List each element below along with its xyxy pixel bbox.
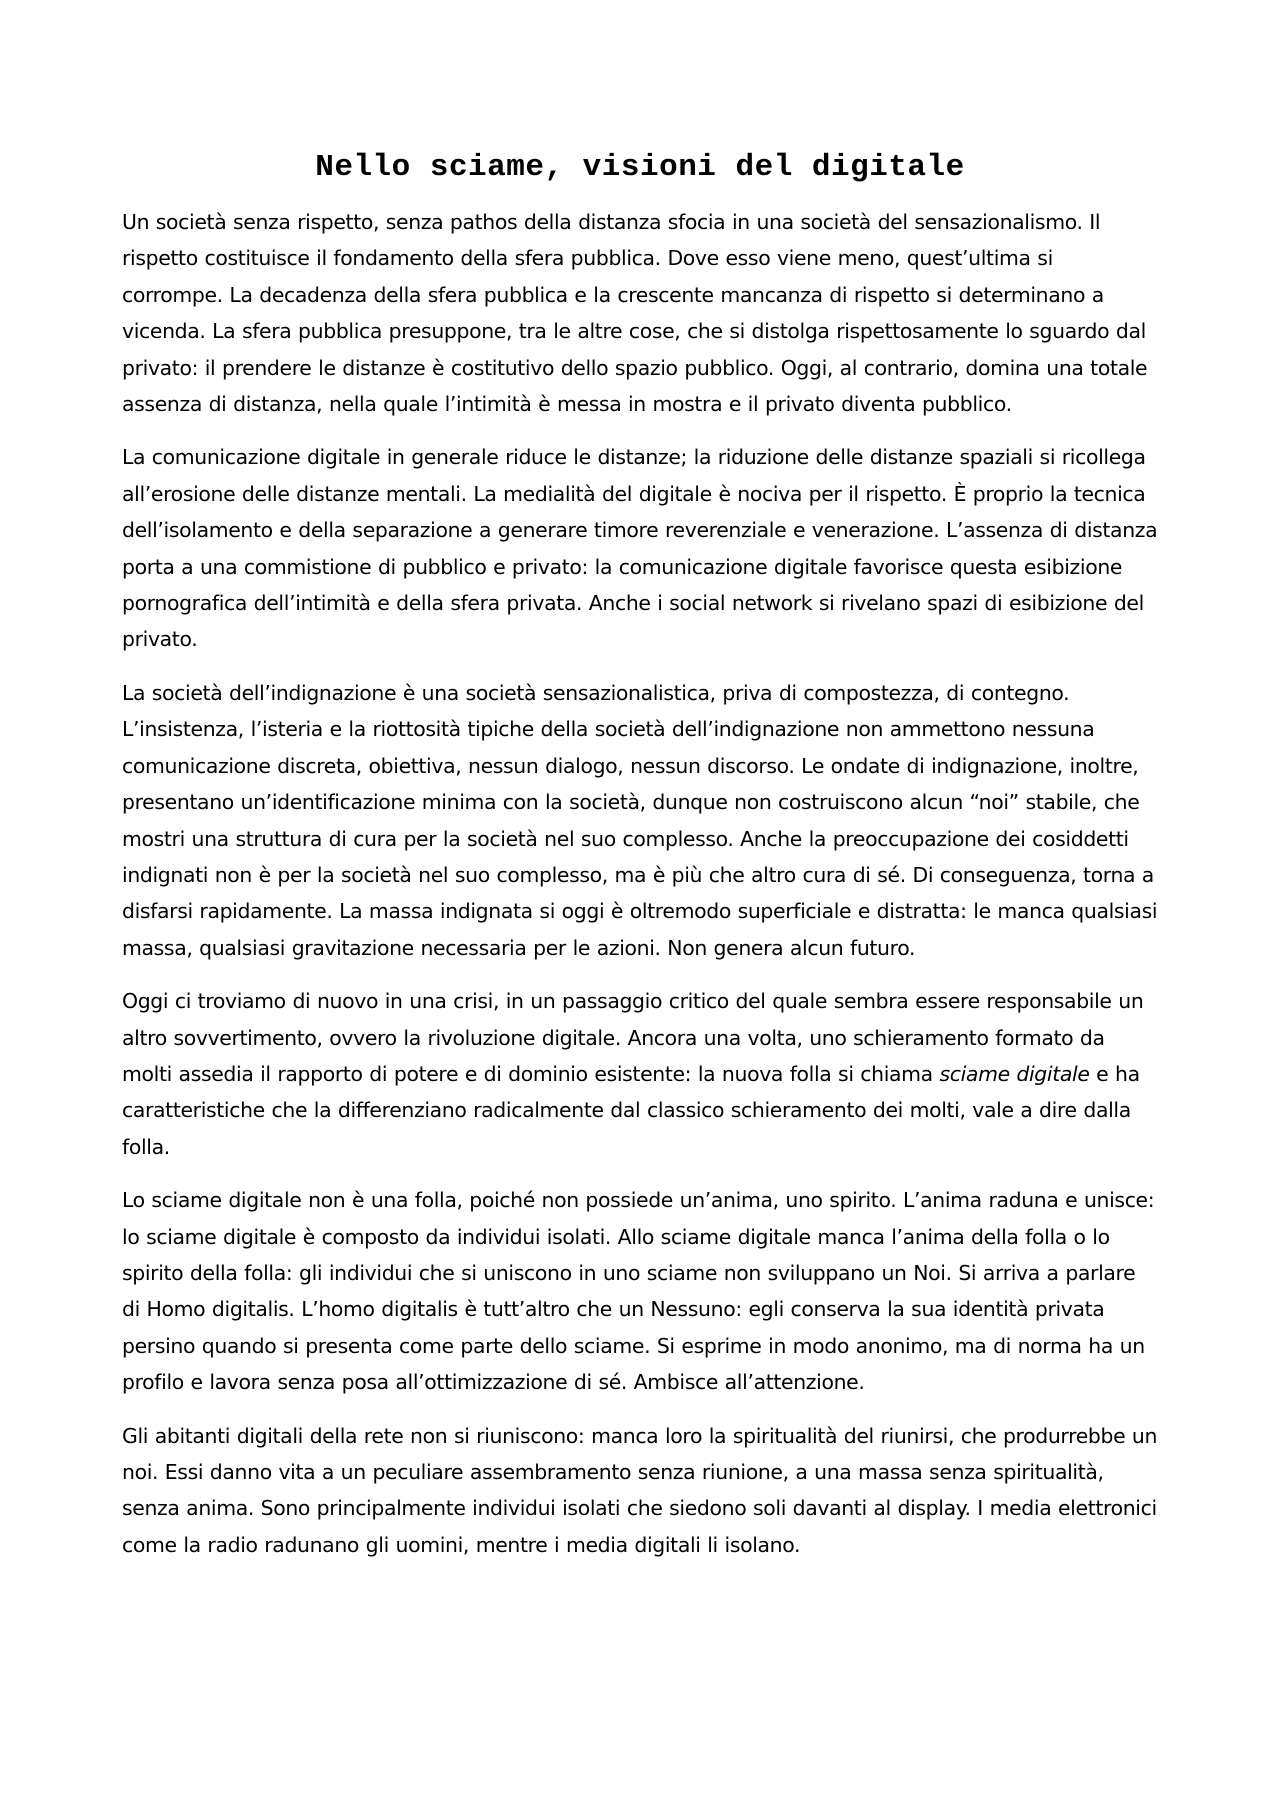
page-title: Nello sciame, visioni del digitale — [315, 150, 965, 185]
paragraph-4-after: e ha caratteristiche che la differenziano radicalmente dal classico schieramento dei molti, vale a dire dalla folla. — [122, 1061, 1140, 1159]
paragraph-3: La società dell’indignazione è una società sensazionalistica, priva di compostezza, di contegno. L’insistenza, l’isteria e la riottosità tipiche della società dell’indignazione non ammettono nessuna comunicazione discreta, obiettiva, nessun dialogo, nessun discorso. Le ondate di indignazione, inoltre, presentano un’identificazione minima con la società, dunque non costruiscono alcun “noi” stabile, che mostri una struttura di cura per la società nel suo complesso. Anche la preoccupazione dei cosiddetti indignati non è per la società nel suo complesso, ma è più che altro cura di sé. Di conseguenza, torna a disfarsi rapidamente. La massa indignata si oggi è oltremodo superficiale e distratta: le manca qualsiasi massa, qualsiasi gravitazione necessaria per le azioni. Non genera alcun futuro. — [122, 680, 1158, 960]
paragraph-4-before: Oggi ci troviamo di nuovo in una crisi, in un passaggio critico del quale sembra essere responsabile un altro sovvertimento, ovvero la rivoluzione digitale. Ancora una volta, uno schieramento formato da molti assedia il rapporto di potere e di dominio esistente: la nuova folla si chiama — [122, 989, 1144, 1086]
paragraph-4-emphasis: sciame digitale — [939, 1061, 1090, 1086]
paragraph-1: Un società senza rispetto, senza pathos della distanza sfocia in una società del sensazionalismo. Il rispetto costituisce il fondamento della sfera pubblica. Dove esso viene meno, quest’ultima si corrompe. La decadenza della sfera pubblica e la crescente mancanza di rispetto si determinano a vicenda. La sfera pubblica presuppone, tra le altre cose, che si distolga rispettosamente lo sguardo dal privato: il prendere le distanze è costitutivo dello spazio pubblico. Oggi, al contrario, domina una totale assenza di distanza, nella quale l’intimità è messa in mostra e il privato diventa pubblico. — [122, 210, 1148, 417]
paragraph-6: Gli abitanti digitali della rete non si riuniscono: manca loro la spiritualità del riunirsi, che produrrebbe un noi. Essi danno vita a un peculiare assembramento senza riunione, a una massa senza spiritualità, senza anima. Sono principalmente individui isolati che siedono soli davanti al display. I media elettronici come la radio radunano gli uomini, mentre i media digitali li isolano. — [122, 1423, 1158, 1557]
paragraph-4 — [122, 983, 1158, 1165]
paragraph-2: La comunicazione digitale in generale riduce le distanze; la riduzione delle distanze spaziali si ricollega all’erosione delle distanze mentali. La medialità del digitale è nociva per il rispetto. È proprio la tecnica dell’isolamento e della separazione a generare timore reverenziale e venerazione. L’assenza di distanza porta a una commistione di pubblico e privato: la comunicazione digitale favorisce questa esibizione pornografica dell’intimità e della sfera privata. Anche i social network si rivelano spazi di esibizione del privato. — [122, 445, 1158, 652]
paragraph-5: Lo sciame digitale non è una folla, poiché non possiede un’anima, uno spirito. L’anima raduna e unisce: lo sciame digitale è composto da individui isolati. Allo sciame digitale manca l’anima della folla o lo spirito della folla: gli individui che si uniscono in uno sciame non sviluppano un Noi. Si arriva a parlare di Homo digitalis. L’homo digitalis è tutt’altro che un Nessuno: egli conserva la sua identità privata persino quando si presenta come parte dello sciame. Si esprime in modo anonimo, ma di norma ha un profilo e lavora senza posa all’ottimizzazione di sé. Ambisce all’attenzione. — [122, 1188, 1155, 1395]
